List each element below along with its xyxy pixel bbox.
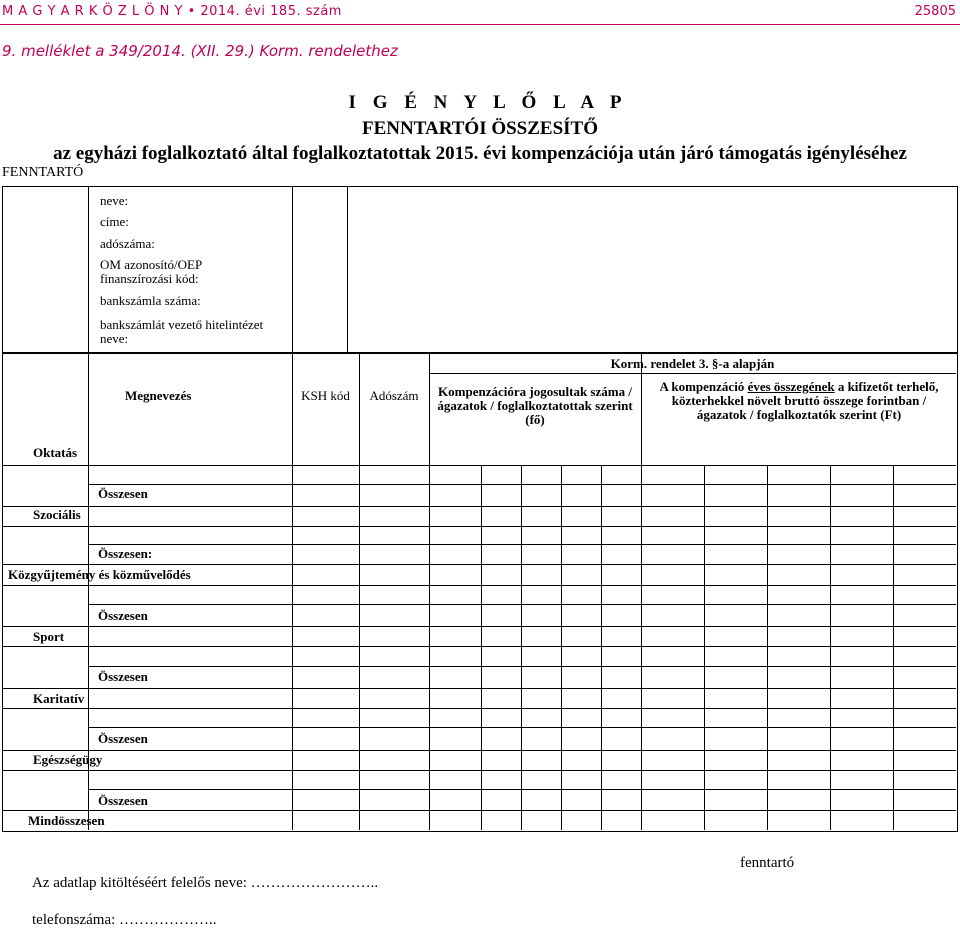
form-description: az egyházi foglalkoztató által foglalkoztatottak 2015. évi kompenzációja után járó támogatás igényléséhez [53,143,907,164]
row-rule [2,506,956,507]
row-rule [2,465,956,466]
row-rule [2,708,956,709]
osszesen-label: Összesen [98,793,148,808]
field-hitelintezet: bankszámlát vezető hitelintézet neve: [100,317,264,346]
field-neve: neve: [100,193,129,208]
adoszam-header: Adószám [369,388,419,403]
osszeg-header-text: a kifizetőt terhelő, közterhekkel növelt bruttó összege forintban / ágazatok / foglalkoztatók szerint (Ft) [671,379,939,422]
column-divider [359,352,360,830]
row-rule [88,544,956,545]
subcolumn-divider [481,465,482,830]
section-egeszsegugy: Egészségügy [33,752,103,767]
header-rule [429,373,956,374]
osszeg-header [646,380,952,422]
form-title: I G É N Y L Ő L A P [348,92,628,113]
row-rule [2,564,956,565]
subcolumn-divider [521,465,522,830]
section-oktatas: Oktatás [33,445,78,460]
osszesen-label: Összesen [98,486,148,501]
telefonszam-field: telefonszáma: ……………….. [32,912,217,928]
fenntarto-signature-label: fenntartó [740,855,795,871]
row-rule [88,727,956,728]
form-subtitle: FENNTARTÓI ÖSSZESÍTŐ [361,118,599,139]
megnevezes-header: Megnevezés [125,388,192,403]
osszesen-label: Összesen: [98,546,153,561]
row-rule [88,666,956,667]
osszesen-label: Összesen [98,731,148,746]
kompenzacio-header: Kompenzációra jogosultak száma / ágazatok / foglalkoztatottak szerint (fő) [437,384,633,427]
field-cime: címe: [100,214,129,229]
header-rule [0,24,960,25]
subcolumn-divider [704,465,705,830]
fenntarto-heading: FENNTARTÓ [2,165,84,180]
field-adoszama: adószáma: [100,236,155,251]
row-rule [2,688,956,689]
row-rule [2,646,956,647]
section-mindosszesen: Mindösszesen [28,813,105,828]
osszesen-label: Összesen [98,608,148,623]
row-rule [2,770,956,771]
subcolumn-divider [830,465,831,830]
field-om-kod: OM azonosító/OEP finanszírozási kód: [100,257,202,286]
annex-reference: 9. melléklet a 349/2014. (XII. 29.) Korm. rendelethez [2,42,398,60]
divider [347,186,348,352]
section-karitativ: Karitatív [33,691,85,706]
ksh-kod-header: KSH kód [301,388,350,403]
page-number: 25805 [914,4,956,19]
osszesen-label: Összesen [98,669,148,684]
row-rule [88,789,956,790]
row-rule [2,585,956,586]
row-rule [88,484,956,485]
felelos-neve-field: Az adatlap kitöltéséért felelős neve: …………………….. [32,875,379,891]
row-rule [2,526,956,527]
column-divider [292,352,293,830]
row-rule [2,626,956,627]
divider [292,186,293,352]
korm-rendelet-header: Korm. rendelet 3. §-a alapján [610,356,775,371]
row-rule [2,750,956,751]
section-sport: Sport [33,629,65,644]
osszeg-header-text: A kompenzáció [659,379,748,394]
osszeg-header-underlined: éves összegének [747,379,835,394]
row-rule [2,810,956,811]
subcolumn-divider [561,465,562,830]
divider [88,186,89,352]
column-divider [429,352,430,830]
section-szocialis: Szociális [33,507,81,522]
field-bankszamla: bankszámla száma: [100,293,201,308]
column-divider [641,352,642,830]
section-kozgyujtemeny: Közgyűjtemény és közművelődés [8,567,191,582]
subcolumn-divider [893,465,894,830]
row-rule [88,604,956,605]
journal-header: M A G Y A R K Ö Z L Ö N Y • 2014. évi 185. szám [2,4,342,19]
subcolumn-divider [767,465,768,830]
subcolumn-divider [601,465,602,830]
